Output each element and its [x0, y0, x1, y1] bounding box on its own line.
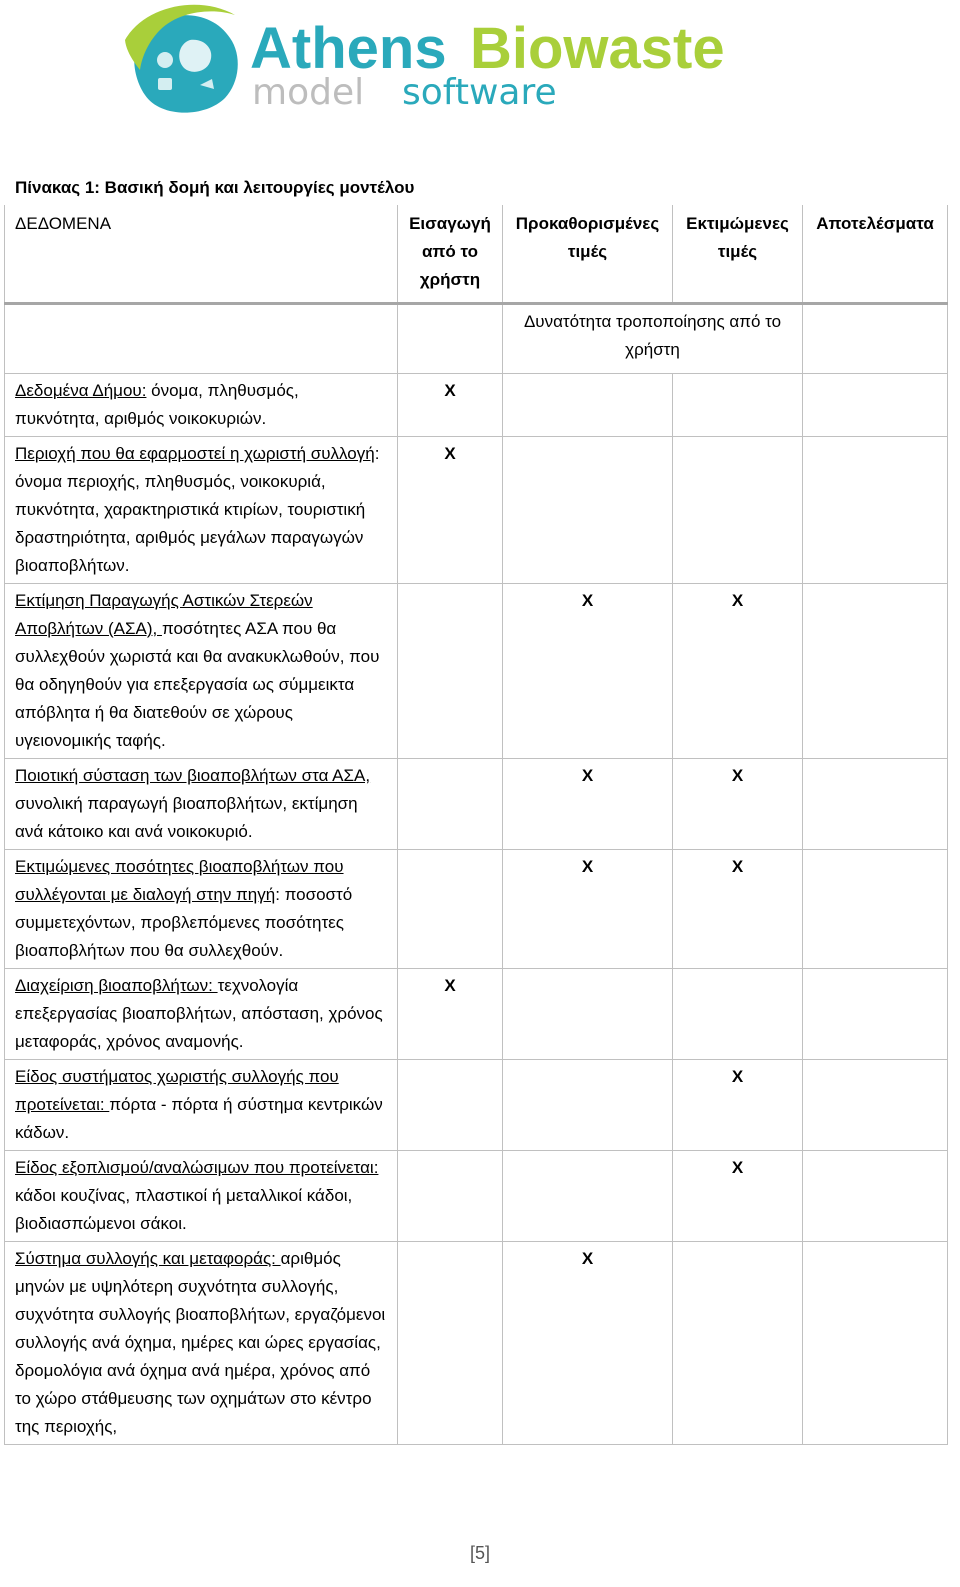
row-mark-c2	[503, 1151, 673, 1242]
row-topic: Διαχείριση βιοαποβλήτων:	[15, 976, 218, 995]
row-description	[5, 1151, 398, 1242]
row-mark-c3: X	[673, 759, 803, 850]
header-results: Αποτελέσματα	[803, 205, 948, 304]
logo-emblem	[125, 5, 238, 113]
row-mark-c1	[398, 1242, 503, 1445]
row-mark-c1	[398, 584, 503, 759]
row-mark-c4	[803, 1242, 948, 1445]
table-row	[5, 374, 948, 437]
table-row	[5, 969, 948, 1060]
row-description	[5, 374, 398, 437]
row-mark-c3: X	[673, 850, 803, 969]
header-user-input: Εισαγωγή από το χρήστη	[398, 205, 503, 304]
row-details: τεχνολογία επεξεργασίας βιοαποβλήτων, απόσταση, χρόνος μεταφοράς, χρόνος αναμονής.	[15, 976, 383, 1051]
row-topic: Εκτίμηση Παραγωγής Αστικών Στερεών Αποβλήτων (ΑΣΑ),	[15, 591, 313, 638]
row-mark-c2: X	[503, 584, 673, 759]
row-mark-c4	[803, 584, 948, 759]
row-description	[5, 437, 398, 584]
row-topic: Ποιοτική σύσταση των βιοαποβλήτων στα ΑΣΑ,	[15, 766, 371, 785]
row-topic: Δεδομένα Δήμου:	[15, 381, 147, 400]
row-mark-c1: X	[398, 437, 503, 584]
logo-word-athens: Athens	[250, 16, 447, 81]
row-mark-c3: X	[673, 1060, 803, 1151]
row-mark-c1	[398, 759, 503, 850]
table-row	[5, 1151, 948, 1242]
table-row	[5, 437, 948, 584]
row-mark-c4	[803, 1060, 948, 1151]
logo-word-model: model	[252, 72, 365, 113]
row-mark-c3: X	[673, 1151, 803, 1242]
row-mark-c3	[673, 437, 803, 584]
model-structure-table	[4, 205, 948, 1445]
row-mark-c4	[803, 437, 948, 584]
header-data: ΔΕΔΟΜΕΝΑ	[5, 205, 398, 304]
row-mark-c1	[398, 1151, 503, 1242]
row-mark-c3: X	[673, 584, 803, 759]
row-mark-c2	[503, 1060, 673, 1151]
row-details: συνολική παραγωγή βιοαποβλήτων, εκτίμηση ανά κάτοικο και ανά νοικοκυριό.	[15, 794, 358, 841]
row-mark-c2	[503, 969, 673, 1060]
row-description	[5, 1242, 398, 1445]
row-mark-c3	[673, 1242, 803, 1445]
table-caption: Πίνακας 1: Βασική δομή και λειτουργίες μοντέλου	[15, 178, 415, 197]
row-mark-c2: X	[503, 759, 673, 850]
row-description	[5, 759, 398, 850]
row-mark-c3	[673, 969, 803, 1060]
row-description	[5, 850, 398, 969]
row-description	[5, 1060, 398, 1151]
table-header-row	[5, 205, 948, 304]
row-details: πόρτα - πόρτα ή σύστημα κεντρικών κάδων.	[15, 1095, 383, 1142]
table-row	[5, 584, 948, 759]
row-topic: Εκτιμώμενες ποσότητες βιοαποβλήτων που συλλέγονται με διαλογή στην πηγή	[15, 857, 344, 904]
row-details: : όνομα περιοχής, πληθυσμός, νοικοκυριά, πυκνότητα, χαρακτηριστικά κτιρίων, τουριστική δραστηριότητα, αριθμός μεγάλων παραγωγών βιοαποβλήτων.	[15, 444, 380, 575]
row-details: : ποσοστό συμμετεχόντων, προβλεπόμενες ποσότητες βιοαποβλήτων που θα συλλεχθούν.	[15, 885, 353, 960]
row-mark-c2	[503, 374, 673, 437]
row-mark-c4	[803, 1151, 948, 1242]
logo-word-biowaste: Biowaste	[470, 16, 725, 81]
row-mark-c4	[803, 759, 948, 850]
row-details: ποσότητες ΑΣΑ που θα συλλεχθούν χωριστά και θα ανακυκλωθούν, που θα οδηγηθούν για επεξεργασία ως σύμμεικτα απόβλητα ή θα διατεθούν σε χώρους υγειονομικής ταφής.	[15, 619, 380, 750]
row-mark-c1	[398, 850, 503, 969]
athens-biowaste-logo	[120, 0, 760, 118]
page-number: [5]	[469, 1543, 490, 1563]
row-description	[5, 584, 398, 759]
row-description	[5, 969, 398, 1060]
header-default-values: Προκαθορισμένες τιμές	[503, 205, 673, 304]
row-mark-c1	[398, 1060, 503, 1151]
row-mark-c4	[803, 850, 948, 969]
table-row	[5, 1242, 948, 1445]
row-mark-c2: X	[503, 850, 673, 969]
row-mark-c4	[803, 374, 948, 437]
row-topic: Είδος εξοπλισμού/αναλώσιμων που προτείνεται:	[15, 1158, 379, 1177]
table-row	[5, 1060, 948, 1151]
user-modifiable-note: Δυνατότητα τροποποίησης από το χρήστη	[503, 304, 803, 374]
row-mark-c1: X	[398, 969, 503, 1060]
table-row	[5, 850, 948, 969]
row-topic: Σύστημα συλλογής και μεταφοράς:	[15, 1249, 281, 1268]
logo-word-software: software	[402, 72, 557, 113]
row-mark-c1: X	[398, 374, 503, 437]
header-estimated-values: Εκτιμώμενες τιμές	[673, 205, 803, 304]
row-mark-c2	[503, 437, 673, 584]
row-mark-c3	[673, 374, 803, 437]
row-details: αριθμός μηνών με υψηλότερη συχνότητα συλλογής, συχνότητα συλλογής βιοαποβλήτων, εργαζόμενοι συλλογής ανά όχημα, ημέρες και ώρες εργασίας, δρομολόγια ανά όχημα ανά ημέρα, χρόνος από το χώρο στάθμευσης των οχημάτων στο κέντρο της περιοχής,	[15, 1249, 386, 1436]
row-topic: Είδος συστήματος χωριστής συλλογής που προτείνεται:	[15, 1067, 339, 1114]
row-details: όνομα, πληθυσμός, πυκνότητα, αριθμός νοικοκυριών.	[15, 381, 299, 428]
row-details: κάδοι κουζίνας, πλαστικοί ή μεταλλικοί κάδοι, βιοδιασπώμενοι σάκοι.	[15, 1186, 353, 1233]
row-mark-c2: X	[503, 1242, 673, 1445]
row-topic: Περιοχή που θα εφαρμοστεί η χωριστή συλλογή	[15, 444, 375, 463]
table-subheader-row	[5, 304, 948, 374]
row-mark-c4	[803, 969, 948, 1060]
table-row	[5, 759, 948, 850]
